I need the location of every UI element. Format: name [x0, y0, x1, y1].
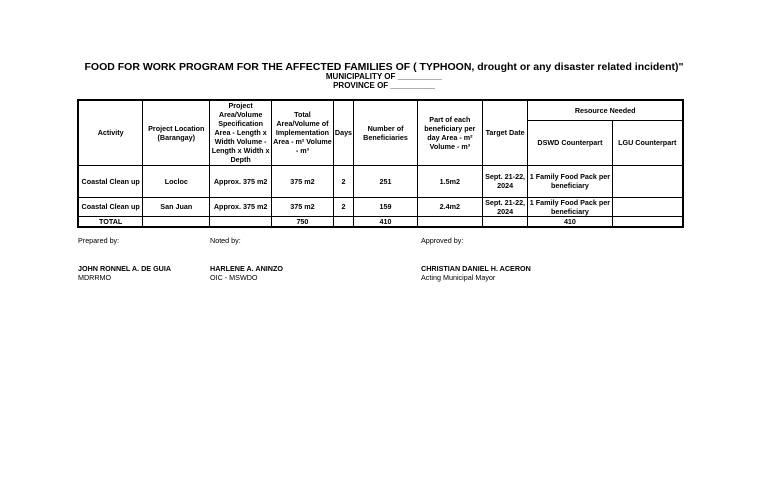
header-dswd: DSWD Counterpart — [528, 120, 612, 165]
cell-location: San Juan — [143, 197, 210, 216]
cell-days: 2 — [333, 197, 353, 216]
approved-by-position: Acting Municipal Mayor — [421, 273, 496, 282]
document-title: FOOD FOR WORK PROGRAM FOR THE AFFECTED FAMILIES OF ( TYPHOON, drought or any disaster related incident)" — [84, 61, 684, 73]
header-lgu: LGU Counterpart — [612, 120, 683, 165]
table-row — [78, 197, 683, 216]
cell-spec: Approx. 375 m2 — [210, 165, 272, 197]
approved-by-label: Approved by: — [421, 236, 464, 245]
total-area: 750 — [272, 216, 334, 227]
total-dswd: 410 — [528, 216, 612, 227]
province-line: PROVINCE OF __________ — [333, 81, 435, 90]
cell-total: 375 m2 — [272, 165, 334, 197]
cell-total: 375 m2 — [272, 197, 334, 216]
program-table — [77, 99, 684, 228]
header-total: Total Area/Volume of Implementation Area - m² Volume - m³ — [272, 100, 334, 165]
approved-by-name: CHRISTIAN DANIEL H. ACERON — [421, 264, 531, 273]
cell-spec: Approx. 375 m2 — [210, 197, 272, 216]
cell-activity: Coastal Clean up — [78, 165, 143, 197]
cell-days: 2 — [333, 165, 353, 197]
header-activity: Activity — [78, 100, 143, 165]
cell-location: Locloc — [143, 165, 210, 197]
prepared-by-label: Prepared by: — [78, 236, 120, 245]
cell-part: 1.5m2 — [417, 165, 482, 197]
header-spec: Project Area/Volume Specification Area - Length x Width Volume - Length x Width x Depth — [211, 101, 270, 165]
cell-activity: Coastal Clean up — [78, 197, 143, 216]
header-resource: Resource Needed — [528, 100, 683, 120]
total-beneficiaries: 410 — [354, 216, 418, 227]
header-part: Part of each beneficiary per day Area - m² Volume - m³ — [417, 100, 482, 165]
cell-part: 2.4m2 — [417, 197, 482, 216]
prepared-by-position: MDRRMO — [78, 273, 112, 282]
cell-beneficiaries: 159 — [354, 197, 418, 216]
cell-lgu — [612, 197, 683, 216]
table-row — [78, 165, 683, 197]
prepared-by-name: JOHN RONNEL A. DE GUIA — [78, 264, 172, 273]
cell-beneficiaries: 251 — [354, 165, 418, 197]
total-row — [78, 216, 683, 227]
noted-by-name: HARLENE A. ANINZO — [210, 264, 283, 273]
municipality-line: MUNICIPALITY OF __________ — [325, 72, 443, 81]
header-beneficiaries: Number of Beneficiaries — [354, 100, 418, 165]
header-location: Project Location (Barangay) — [143, 100, 210, 165]
cell-dswd: 1 Family Food Pack per beneficiary — [528, 165, 612, 197]
noted-by-label: Noted by: — [210, 236, 241, 245]
header-target: Target Date — [482, 100, 528, 165]
cell-target: Sept. 21-22, 2024 — [482, 165, 528, 197]
cell-target: Sept. 21-22, 2024 — [482, 197, 528, 216]
cell-dswd: 1 Family Food Pack per beneficiary — [529, 197, 611, 216]
cell-lgu — [612, 165, 683, 197]
noted-by-position: OIC - MSWDO — [210, 273, 258, 282]
total-label: TOTAL — [78, 216, 143, 227]
header-days: Days — [333, 100, 353, 165]
